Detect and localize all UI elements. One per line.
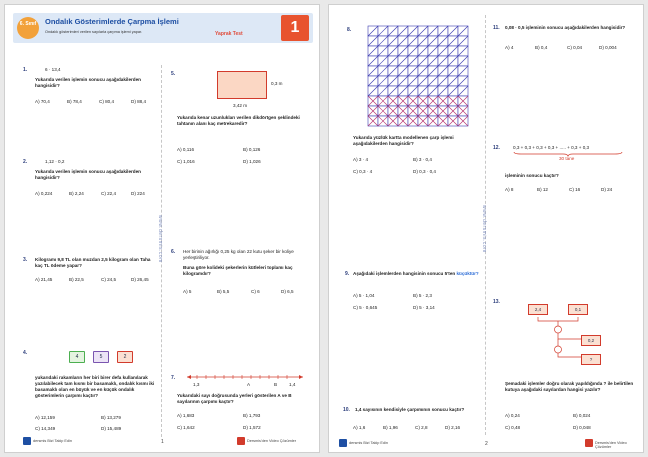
option-a[interactable]: A) 5 · 1,04 — [353, 293, 375, 298]
question-number: 11. — [493, 25, 500, 31]
question-text: Yukarıda verilen işlemin sonucu aşağıdakilerden hangisidir? — [35, 169, 141, 180]
page-subtitle: Ondalık gösterimleri verilen sayılarla çarpma işlemi yapar. — [45, 30, 143, 34]
question-text: Şemadaki işlemler doğru olarak yapıldığında ? ile belirtilen kutuya aşağıdaki sayılardan hangisi yazılır? — [505, 381, 634, 392]
digit-card: 4 — [69, 351, 85, 363]
option-c[interactable]: C) 6 — [251, 289, 260, 294]
question-number: 10. — [343, 407, 350, 413]
option-d[interactable]: D) 24 — [601, 187, 613, 192]
option-a[interactable]: A) 0,224 — [35, 191, 53, 196]
rectangle-board — [217, 71, 267, 99]
option-b[interactable]: B) 3 · 0,4 — [413, 157, 432, 162]
question-text: Yukarıda yüzlük kartta modellenen çarp işlemi aşağıdakilerden hangisidir? — [353, 135, 454, 146]
question-text: yukarıdaki rakamların her biri birer defa kullanılarak yazılabilecek tam kısmı bir basamaklı, ondalık kısmı iki basamaklı olan en büyük ve en küçük ondalık gösterimlerin çarpımı kaçtır? — [35, 375, 155, 398]
option-c[interactable]: C) 14,349 — [35, 426, 56, 431]
option-c[interactable]: C) 0,48 — [505, 425, 521, 430]
option-b[interactable]: B) 0,126 — [243, 147, 261, 152]
option-a[interactable]: A) 0,116 — [177, 147, 195, 152]
option-b[interactable]: B) 1,96 — [383, 425, 398, 430]
option-b[interactable]: B) 13,279 — [101, 415, 121, 420]
watermark: www.dersmis.com — [481, 205, 487, 253]
question-expression: 1,12 · 0,2 — [45, 159, 65, 164]
page-number: 1 — [161, 439, 164, 445]
option-d[interactable]: D) 26,45 — [131, 277, 149, 282]
question-text: işleminin sonucu kaçtır? — [505, 173, 559, 178]
question-number: 13. — [493, 299, 500, 305]
option-b[interactable]: B) 2,24 — [69, 191, 84, 196]
question-text: 1,4 sayısının kendisiyle çarpımının sonucu kaçtır? — [355, 407, 465, 412]
option-c[interactable]: C) 0,3 · 4 — [353, 169, 373, 174]
option-a[interactable]: A) 1,6 — [353, 425, 366, 430]
question-expression: 0,3 + 0,3 + 0,3 + 0,3 + ..... + 0,3 + 0,3 — [513, 145, 590, 150]
option-c[interactable]: C) 24,5 — [101, 277, 117, 282]
video-icon — [585, 439, 593, 447]
diagram-box: ? — [581, 354, 601, 365]
question-text: Yukarıdaki sayı doğrusunda yerleri gösterilen A ve B sayılarının çarpımı kaçtır? — [177, 393, 292, 404]
option-c[interactable]: C) 5 · 0,645 — [353, 305, 378, 310]
option-c[interactable]: C) 2,8 — [415, 425, 428, 430]
brace-label: 30 tane — [559, 156, 575, 161]
hundred-grid — [367, 25, 469, 127]
question-number: 12. — [493, 145, 500, 151]
page-number: 2 — [485, 441, 488, 447]
question-number: 4. — [23, 350, 28, 356]
option-d[interactable]: D) 2,16 — [445, 425, 461, 430]
option-c[interactable]: C) 1,642 — [177, 425, 195, 430]
option-a[interactable]: A) 21,45 — [35, 277, 53, 282]
page-2 — [328, 4, 644, 453]
video-icon — [237, 437, 245, 445]
option-d[interactable]: D) 0,048 — [573, 425, 591, 430]
page-title: Ondalık Gösterimlerde Çarpma İşlemi — [45, 17, 179, 26]
footer-left[interactable]: dersmis Bizi Takip Edin — [349, 441, 388, 445]
option-d[interactable]: D) 0,3 · 0,4 — [413, 169, 436, 174]
option-a[interactable]: A) 1,683 — [177, 413, 195, 418]
footer-left[interactable]: dersmis Bizi Takip Edin — [33, 439, 72, 443]
diagram-box: 2,4 — [528, 304, 548, 315]
question-number: 5. — [171, 71, 176, 77]
diagram-box: 0,1 — [568, 304, 588, 315]
option-d[interactable]: D) 5 · 3,14 — [413, 305, 435, 310]
question-text: Yukarıda verilen işlemin sonucu aşağıdakilerden hangisidir? — [35, 77, 141, 88]
follow-icon — [339, 439, 347, 447]
operation-diagram — [525, 307, 615, 367]
question-expression: 6 · 13,4 — [45, 67, 61, 72]
page-1 — [4, 4, 320, 453]
question-number: 9. — [345, 271, 350, 277]
question-number: 1. — [23, 67, 28, 73]
follow-icon — [23, 437, 31, 445]
option-d[interactable]: D) 224 — [131, 191, 145, 196]
option-c[interactable]: C) 16 — [569, 187, 581, 192]
option-b[interactable]: B) 5 · 2,3 — [413, 293, 432, 298]
option-d[interactable]: D) 88,4 — [131, 99, 147, 104]
question-text: Aşağıdaki işlemlerden hangisinin sonucu 5'ten küçüktür? — [353, 271, 479, 276]
option-c[interactable]: C) 22,4 — [101, 191, 117, 196]
number-line — [185, 371, 305, 383]
tick-label: 1,3 — [193, 382, 200, 387]
option-a[interactable]: A) 5 — [183, 289, 192, 294]
option-d[interactable]: D) 1,572 — [243, 425, 261, 430]
option-a[interactable]: A) 0,24 — [505, 413, 520, 418]
option-d[interactable]: D) 6,5 — [281, 289, 294, 294]
option-a[interactable]: A) 3 · 4 — [353, 157, 369, 162]
option-c[interactable]: C) 80,4 — [99, 99, 115, 104]
option-c[interactable]: C) 0,04 — [567, 45, 583, 50]
height-label: 0,3 m — [271, 81, 283, 86]
question-number: 7. — [171, 375, 176, 381]
question-text: Buna göre kolideki şekerlerin kütleleri toplamı kaç kilogramdır? — [183, 265, 293, 276]
option-b[interactable]: B) 0,4 — [535, 45, 548, 50]
question-number: 8. — [347, 27, 352, 33]
grade-badge: 6. Sınıf — [17, 17, 39, 39]
option-a[interactable]: A) 12,159 — [35, 415, 55, 420]
width-label: 3,42 m — [233, 103, 248, 108]
question-text: Yukarıda kenar uzunlukları verilen dikdörtgen şeklindeki tahtanın alanı kaç metrekaredir? — [177, 115, 300, 126]
option-a[interactable]: A) 8 — [505, 187, 514, 192]
footer-right[interactable]: Dersmis'den Video Çözümler — [247, 439, 296, 443]
option-d[interactable]: D) 1,026 — [243, 159, 261, 164]
option-b[interactable]: B) 0,024 — [573, 413, 591, 418]
option-c[interactable]: C) 1,016 — [177, 159, 195, 164]
option-a[interactable]: A) 4 — [505, 45, 514, 50]
question-number: 2. — [23, 159, 28, 165]
test-tag: Yaprak Test — [215, 31, 243, 37]
option-b[interactable]: B) 12 — [537, 187, 548, 192]
question-text: Her birinin ağırlığı 0,25 kg olan 22 kutu şeker bir koliye yerleştiriliyor. — [183, 249, 294, 260]
option-a[interactable]: A) 70,4 — [35, 99, 50, 104]
tick-label: 1,4 — [289, 382, 296, 387]
digit-card: 2 — [117, 351, 133, 363]
diagram-box: 0,2 — [581, 335, 601, 346]
option-b[interactable]: B) 5,5 — [217, 289, 230, 294]
question-text: 0,08 · 0,5 işleminin sonucu aşağıdakilerden hangisidir? — [505, 25, 626, 30]
question-text: Kilogramı 9,8 TL olan muzdan 2,5 kilogram olan Taha kaç TL ödeme yapar? — [35, 257, 151, 268]
tick-label: A — [247, 382, 251, 387]
question-number: 3. — [23, 257, 28, 263]
option-d[interactable]: D) 15,489 — [101, 426, 122, 431]
test-number: 1 — [281, 15, 309, 41]
option-b[interactable]: B) 78,4 — [67, 99, 82, 104]
option-b[interactable]: B) 1,793 — [243, 413, 261, 418]
tick-label: B — [274, 382, 278, 387]
footer-right[interactable]: Dersmis'den Video Çözümler — [595, 441, 627, 449]
digit-card: 5 — [93, 351, 109, 363]
option-d[interactable]: D) 0,004 — [599, 45, 617, 50]
option-b[interactable]: B) 22,5 — [69, 277, 84, 282]
question-number: 6. — [171, 249, 176, 255]
watermark: www.dersmis.com — [157, 215, 163, 263]
